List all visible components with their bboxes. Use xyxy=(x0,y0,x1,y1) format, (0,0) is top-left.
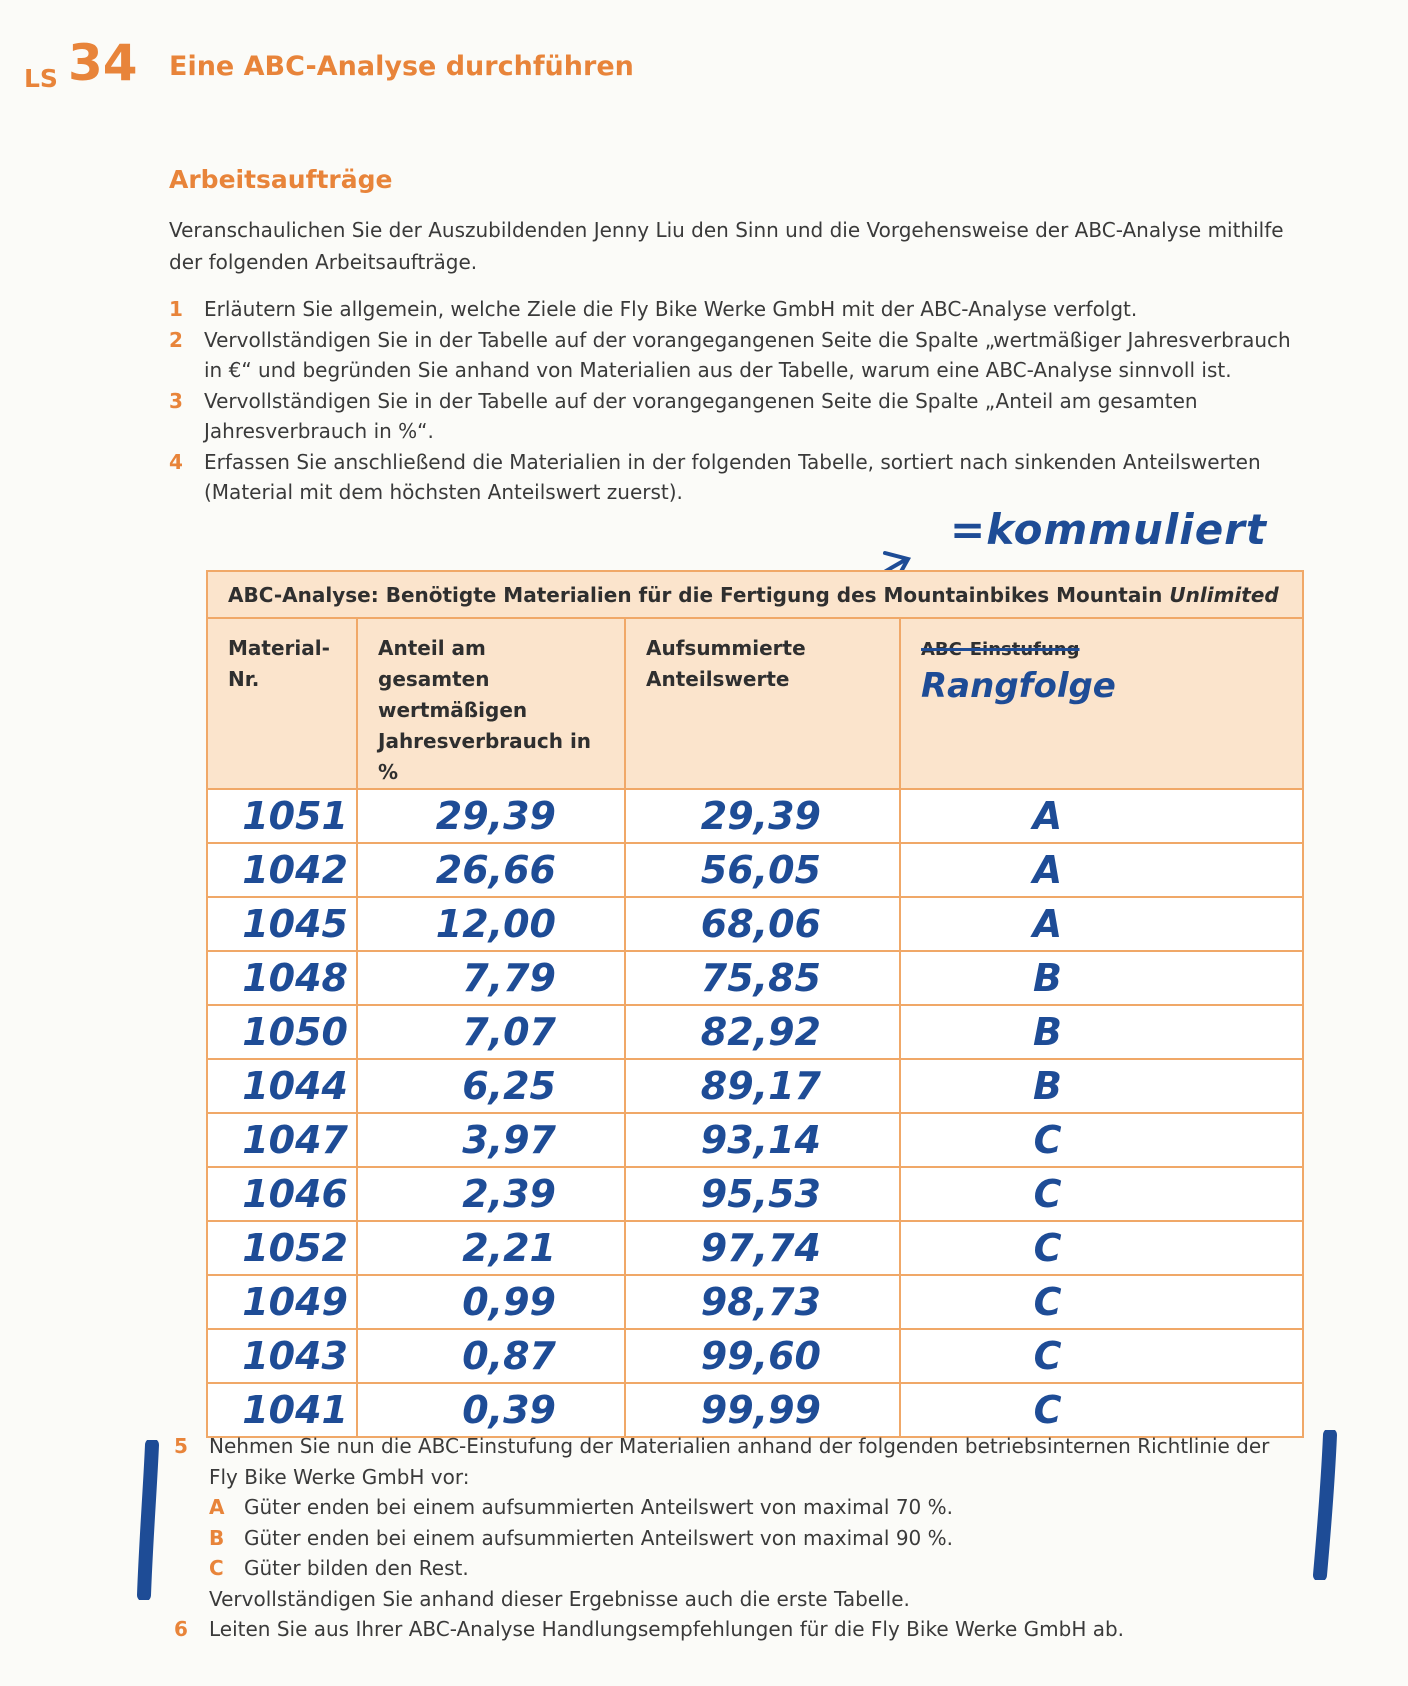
task-number: 6 xyxy=(174,1617,188,1641)
cell-material: 1041 xyxy=(207,1383,357,1437)
table-row xyxy=(207,1059,1303,1113)
table-caption: ABC-Analyse: Benötigte Materialien für die Fertigung des Mountainbikes Mountain Unlimited xyxy=(207,571,1303,618)
header-cumulative: Aufsummierte Anteilswerte xyxy=(625,618,900,789)
table-row xyxy=(207,951,1303,1005)
table-row xyxy=(207,1383,1303,1437)
cell-class: C xyxy=(900,1221,1303,1275)
task-5 xyxy=(174,1431,1304,1614)
cell-share: 26,66 xyxy=(357,843,625,897)
table-row xyxy=(207,1113,1303,1167)
cell-class: B xyxy=(900,1005,1303,1059)
task-number: 3 xyxy=(169,388,183,413)
cell-material: 1050 xyxy=(207,1005,357,1059)
task-6 xyxy=(174,1614,1304,1645)
rule-letter: C xyxy=(209,1556,224,1580)
cell-material: 1047 xyxy=(207,1113,357,1167)
rule-letter: A xyxy=(209,1495,225,1519)
task5-closing: Vervollständigen Sie anhand dieser Ergebnisse auch die erste Tabelle. xyxy=(209,1586,910,1611)
cell-material: 1048 xyxy=(207,951,357,1005)
cell-cumulative: 98,73 xyxy=(625,1275,900,1329)
cell-class: C xyxy=(900,1113,1303,1167)
rule-text: Güter enden bei einem aufsummierten Anteilswert von maximal 90 %. xyxy=(244,1525,953,1550)
instructions-continued xyxy=(174,1431,1304,1645)
header-material-nr: Material-Nr. xyxy=(207,618,357,789)
cell-class: C xyxy=(900,1383,1303,1437)
header-rangfolge: Rangfolge xyxy=(921,666,1116,706)
task-text: Nehmen Sie nun die ABC-Einstufung der Materialien anhand der folgenden betriebsinternen Richtlinie der Fly Bike Werke GmbH vor: xyxy=(209,1434,1270,1489)
cell-material: 1051 xyxy=(207,789,357,843)
rule-b xyxy=(209,1523,1304,1554)
cell-class: A xyxy=(900,789,1303,843)
cell-share: 3,97 xyxy=(357,1113,625,1167)
cell-material: 1043 xyxy=(207,1329,357,1383)
cell-cumulative: 97,74 xyxy=(625,1221,900,1275)
cell-material: 1049 xyxy=(207,1275,357,1329)
cell-cumulative: 56,05 xyxy=(625,843,900,897)
task-3 xyxy=(169,386,1299,447)
table-row xyxy=(207,843,1303,897)
cell-class: C xyxy=(900,1167,1303,1221)
cell-share: 0,99 xyxy=(357,1275,625,1329)
task-list xyxy=(169,294,1299,508)
cell-material: 1046 xyxy=(207,1167,357,1221)
handwritten-annotation: =kommuliert xyxy=(950,505,1267,554)
cell-cumulative: 82,92 xyxy=(625,1005,900,1059)
page-title: Eine ABC-Analyse durchführen xyxy=(169,51,634,82)
task-list-2 xyxy=(174,1431,1304,1645)
rule-a xyxy=(209,1492,1304,1523)
cell-cumulative: 93,14 xyxy=(625,1113,900,1167)
cell-material: 1042 xyxy=(207,843,357,897)
cell-class: C xyxy=(900,1329,1303,1383)
table-row xyxy=(207,1221,1303,1275)
table-row xyxy=(207,897,1303,951)
ls-label: LS xyxy=(24,64,58,93)
task-text: Vervollständigen Sie in der Tabelle auf der vorangegangenen Seite die Spalte „wertmäßiger Jahresverbrauch in €“ und begründen Sie anhand von Materialien aus der Tabelle, warum eine ABC-Analyse sinnvoll ist. xyxy=(204,327,1291,382)
task-number: 5 xyxy=(174,1434,188,1458)
cell-material: 1052 xyxy=(207,1221,357,1275)
task-number: 4 xyxy=(169,449,183,474)
cell-share: 7,79 xyxy=(357,951,625,1005)
cell-cumulative: 68,06 xyxy=(625,897,900,951)
task-text: Leiten Sie aus Ihrer ABC-Analyse Handlungsempfehlungen für die Fly Bike Werke GmbH ab. xyxy=(209,1617,1125,1641)
rule-text: Güter bilden den Rest. xyxy=(244,1556,469,1580)
cell-share: 6,25 xyxy=(357,1059,625,1113)
task-text: Vervollständigen Sie in der Tabelle auf der vorangegangenen Seite die Spalte „Anteil am gesamten Jahresverbrauch in %“. xyxy=(204,388,1198,443)
table-row xyxy=(207,1167,1303,1221)
table-header-row xyxy=(207,618,1303,789)
rule-c xyxy=(209,1553,1304,1584)
task-text: Erläutern Sie allgemein, welche Ziele die Fly Bike Werke GmbH mit der ABC-Analyse verfolgt. xyxy=(204,297,1138,321)
table-row xyxy=(207,1275,1303,1329)
abc-analysis-table xyxy=(206,570,1304,1438)
header-share: Anteil am gesamten wertmäßigen Jahresverbrauch in % xyxy=(357,618,625,789)
table-caption-row xyxy=(207,571,1303,618)
header-abc xyxy=(900,618,1303,789)
table-row xyxy=(207,789,1303,843)
cell-cumulative: 99,60 xyxy=(625,1329,900,1383)
cell-class: B xyxy=(900,1059,1303,1113)
cell-share: 2,21 xyxy=(357,1221,625,1275)
table-row xyxy=(207,1329,1303,1383)
cell-material: 1044 xyxy=(207,1059,357,1113)
cell-class: A xyxy=(900,843,1303,897)
instructions xyxy=(169,165,1299,508)
cell-cumulative: 75,85 xyxy=(625,951,900,1005)
cell-class: B xyxy=(900,951,1303,1005)
cell-cumulative: 95,53 xyxy=(625,1167,900,1221)
cell-material: 1045 xyxy=(207,897,357,951)
task-2 xyxy=(169,325,1299,386)
ls-number: 34 xyxy=(68,34,138,92)
cell-share: 7,07 xyxy=(357,1005,625,1059)
handwritten-mark-right-icon xyxy=(1310,1430,1340,1580)
cell-share: 2,39 xyxy=(357,1167,625,1221)
cell-cumulative: 89,17 xyxy=(625,1059,900,1113)
cell-cumulative: 29,39 xyxy=(625,789,900,843)
cell-share: 0,39 xyxy=(357,1383,625,1437)
task-number: 1 xyxy=(169,297,183,321)
task-1 xyxy=(169,294,1299,325)
cell-share: 29,39 xyxy=(357,789,625,843)
cell-cumulative: 99,99 xyxy=(625,1383,900,1437)
header-abc-struck: ABC-Einstufung xyxy=(921,639,1080,660)
handwritten-mark-left-icon xyxy=(134,1440,164,1600)
rule-text: Güter enden bei einem aufsummierten Anteilswert von maximal 70 %. xyxy=(244,1495,953,1519)
task-text: Erfassen Sie anschließend die Materialien in der folgenden Tabelle, sortiert nach sinkenden Anteilswerten (Material mit dem höchsten Anteilswert zuerst). xyxy=(204,449,1261,504)
intro-text: Veranschaulichen Sie der Auszubildenden Jenny Liu den Sinn und die Vorgehensweise der ABC-Analyse mithilfe der folgenden Arbeitsaufträge. xyxy=(169,218,1284,274)
cell-share: 12,00 xyxy=(357,897,625,951)
task-4 xyxy=(169,447,1299,508)
cell-class: C xyxy=(900,1275,1303,1329)
section-title: Arbeitsaufträge xyxy=(169,165,393,194)
cell-share: 0,87 xyxy=(357,1329,625,1383)
rule-letter: B xyxy=(209,1525,225,1550)
cell-class: A xyxy=(900,897,1303,951)
task-number: 2 xyxy=(169,327,183,352)
table-row xyxy=(207,1005,1303,1059)
